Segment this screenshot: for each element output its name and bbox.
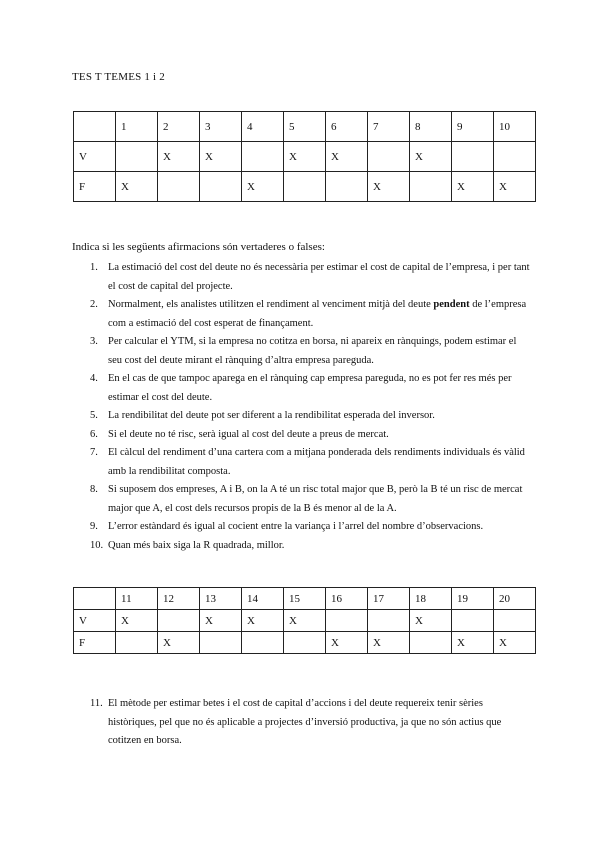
item-number: 8. [90,484,98,495]
table-cell: X [326,142,368,172]
list-item [72,444,532,481]
item-number: 2. [90,299,98,310]
table-cell: 11 [116,588,158,610]
item-text: La estimació del cost del deute no és necessària per estimar el cost de capital de l’empresa, i per tant el cost de capital del projecte. [108,262,530,292]
table-cell: V [74,610,116,632]
table-cell [368,142,410,172]
table-cell: V [74,142,116,172]
table-cell: 9 [452,112,494,142]
table-cell: 4 [242,112,284,142]
table-cell: 15 [284,588,326,610]
table-cell [368,610,410,632]
table-cell: X [158,632,200,654]
table-cell [494,610,536,632]
table-row [74,632,536,654]
item-text: de l’empresa com a estimació del cost esperat de finançament. [108,299,527,329]
item-number: 6. [90,428,98,440]
table-cell [200,172,242,202]
list-item [72,333,532,370]
table-header-row [74,112,536,142]
list-item [72,518,532,537]
table-cell: 14 [242,588,284,610]
table-cell: X [284,142,326,172]
item-number: 9. [90,521,98,532]
table-cell: X [410,610,452,632]
table-cell: 6 [326,112,368,142]
table-row [74,142,536,172]
item-text: En el cas de que tampoc aparega en el rànquing cap empresa pareguda, no es pot fer res més per estimar el cost del deute. [108,373,512,403]
table-cell: X [158,142,200,172]
item-number: 1. [90,262,98,273]
table-cell: 2 [158,112,200,142]
table-cell [410,172,452,202]
item-text: Normalment, els analistes utilitzen el rendiment al venciment mitjà del deute [108,299,434,310]
item-number: 3. [90,336,98,347]
table-cell: X [494,172,536,202]
table-cell: 5 [284,112,326,142]
item-text: La rendibilitat del deute pot ser diferent a la rendibilitat esperada del inversor. [108,410,435,421]
list-item [72,426,532,445]
table-cell: 7 [368,112,410,142]
statement-list-2 [72,695,532,751]
table-cell [452,610,494,632]
table-cell: X [242,610,284,632]
table-cell [326,610,368,632]
instructions: Indica si les següents afirmacions són vertaderes o falses: [72,241,325,253]
table-cell [158,172,200,202]
table-cell [242,632,284,654]
table-cell [74,588,116,610]
table-cell: 1 [116,112,158,142]
table-cell: F [74,172,116,202]
table-cell: X [116,610,158,632]
table-cell [158,610,200,632]
table-cell: X [494,632,536,654]
statement-list [72,259,532,555]
table-cell: X [452,172,494,202]
table-cell: X [284,610,326,632]
table-cell: X [410,142,452,172]
table-row [74,610,536,632]
list-item [72,370,532,407]
table-cell: 16 [326,588,368,610]
item-text: Quan més baix siga la R quadrada, millor. [108,539,285,551]
list-item [72,407,532,426]
table-cell: X [368,632,410,654]
list-item [72,481,532,518]
table-cell: X [200,610,242,632]
table-cell: X [200,142,242,172]
item-number: 10. [90,539,104,551]
list-item [72,537,532,556]
item-number: 11. [90,698,103,709]
table-cell: 18 [410,588,452,610]
table-cell [410,632,452,654]
list-item [72,259,532,296]
table-cell: 12 [158,588,200,610]
table-cell [494,142,536,172]
answer-table-2 [73,587,536,654]
table-cell: X [116,172,158,202]
list-item [72,695,532,751]
table-cell [74,112,116,142]
item-text: Per calcular el YTM, si la empresa no cotitza en borsa, ni apareix en rànquings, podem estimar el seu cost del deute mirant el rànquing d’altra empresa pareguda. [108,336,517,366]
table-cell: 3 [200,112,242,142]
table-cell: X [452,632,494,654]
table-cell: X [368,172,410,202]
table-cell: X [242,172,284,202]
table-row [74,172,536,202]
table-cell: F [74,632,116,654]
item-number: 7. [90,447,98,458]
table-cell [326,172,368,202]
item-number: 4. [90,373,98,384]
table-cell: X [326,632,368,654]
item-text: L’error estàndard és igual al cocient entre la variança i l’arrel del nombre d’observacions. [108,521,484,532]
table-header-row [74,588,536,610]
table-cell: 13 [200,588,242,610]
table-cell: 10 [494,112,536,142]
table-cell [116,632,158,654]
table-cell: 17 [368,588,410,610]
table-cell: 20 [494,588,536,610]
table-cell [242,142,284,172]
item-text-bold: pendent [433,299,470,310]
item-text: El càlcul del rendiment d’una cartera com a mitjana ponderada dels rendiments individuals és vàlid amb la rendibilitat composta. [108,447,525,477]
item-text: Si el deute no té risc, serà igual al cost del deute a preus de mercat. [108,428,389,440]
table-cell [284,172,326,202]
table-cell [284,632,326,654]
item-text: Si suposem dos empreses, A i B, on la A té un risc total major que B, però la B té un risc de mercat major que A, el cost dels recursos propis de la B és menor al de la A. [108,484,523,514]
table-cell [200,632,242,654]
table-cell: 8 [410,112,452,142]
answer-table-1 [73,111,536,202]
table-cell [452,142,494,172]
document-title: TES T TEMES 1 i 2 [72,71,165,83]
item-number: 5. [90,410,98,421]
list-item [72,296,532,333]
table-cell [116,142,158,172]
item-text: El mètode per estimar betes i el cost de capital d’accions i del deute requereix tenir sèries històriques, pel que no és aplicable a projectes d’inversió productiva, ja que no són actius que cotitzen en borsa. [108,698,502,746]
table-cell: 19 [452,588,494,610]
